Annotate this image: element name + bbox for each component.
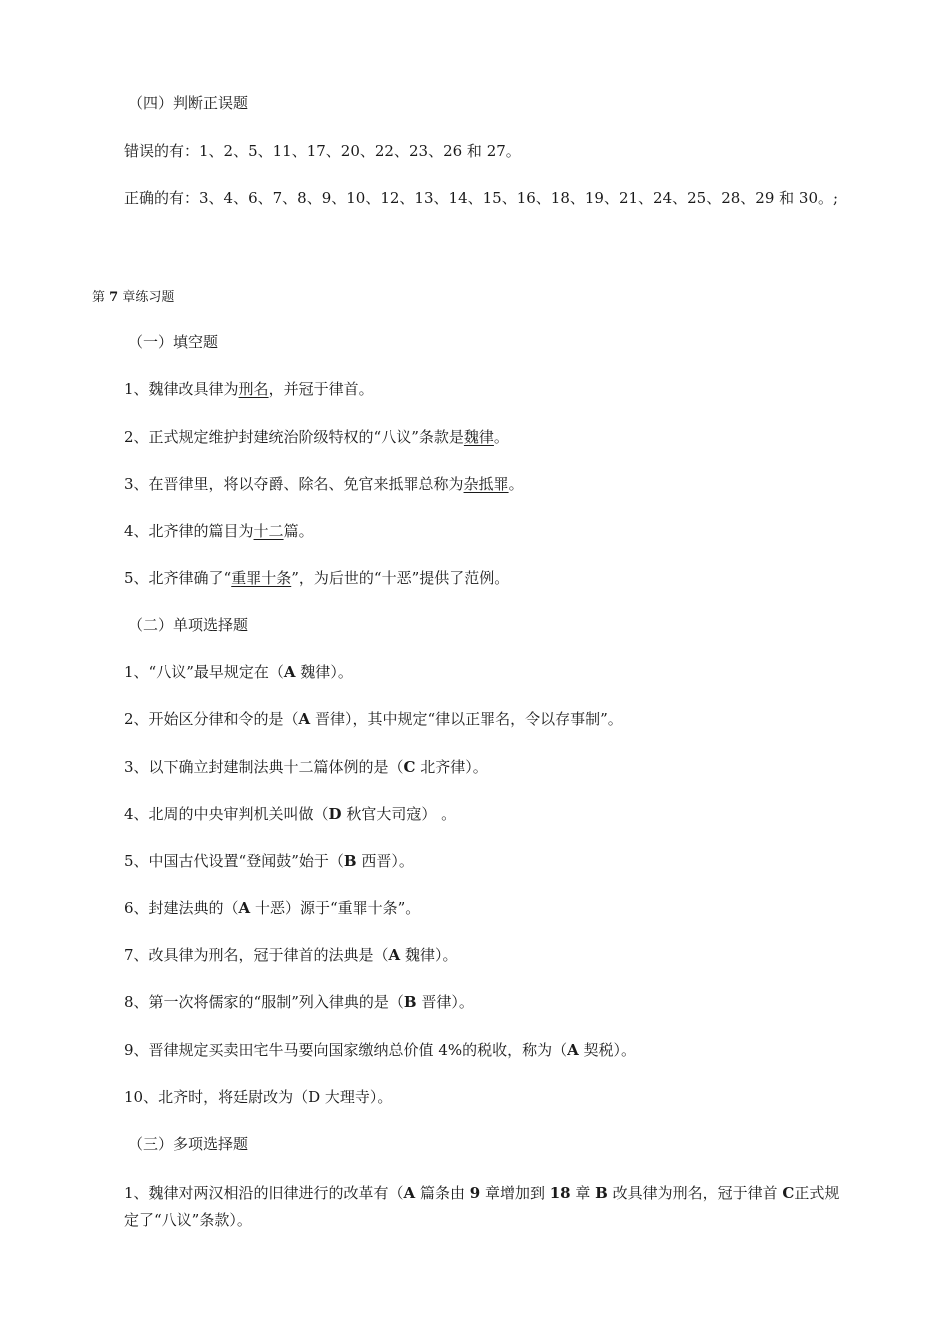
answer-letter: C: [782, 1184, 795, 1202]
fill-q2: 2、正式规定维护封建统治阶级特权的“八议”条款是魏律。: [124, 428, 509, 446]
answer-letter: A: [388, 946, 401, 964]
answer-letter: B: [595, 1184, 608, 1202]
single-q3: 3、以下确立封建制法典十二篇体例的是（C 北齐律）。: [124, 758, 488, 776]
single-q2: 2、开始区分律和令的是（A 晋律），其中规定“律以正罪名，令以存事制”。: [124, 710, 623, 728]
single-heading: （二）单项选择题: [128, 616, 249, 634]
multi-heading: （三）多项选择题: [128, 1135, 249, 1153]
single-q4: 4、北周的中央审判机关叫做（D 秋官大司寇） 。: [124, 805, 457, 823]
answer-letter: A: [567, 1041, 579, 1059]
fill-answer: 刑名: [238, 380, 269, 398]
single-q10: 10、北齐时，将廷尉改为（D 大理寺）。: [124, 1088, 393, 1106]
wrong-answers: 错误的有：1、2、5、11、17、20、22、23、26 和 27。: [124, 142, 521, 160]
fill-answer: 十二: [253, 522, 284, 540]
single-q8: 8、第一次将儒家的“服制”列入律典的是（B 晋律）。: [124, 993, 474, 1011]
single-q1: 1、“八议”最早规定在（A 魏律）。: [124, 663, 353, 681]
answer-letter: C: [403, 758, 416, 776]
fill-q1: 1、魏律改具律为刑名，并冠于律首。: [124, 380, 374, 398]
answer-letter: D: [328, 805, 342, 823]
fill-q4: 4、北齐律的篇目为十二篇。: [124, 522, 314, 540]
answer-letter: B: [343, 852, 357, 870]
chapter-title: 第 7 章练习题: [92, 290, 175, 305]
single-q5: 5、中国古代设置“登闻鼓”始于（B 西晋）。: [124, 852, 414, 870]
answer-letter: A: [238, 899, 251, 917]
judgement-heading: （四）判断正误题: [128, 94, 249, 112]
single-q6: 6、封建法典的（A 十恶）源于“重罪十条”。: [124, 899, 421, 917]
right-answers: 正确的有：3、4、6、7、8、9、10、12、13、14、15、16、18、19、21、24、25、28、29 和 30。;: [124, 189, 839, 207]
answer-letter: D: [308, 1088, 321, 1106]
answer-letter: A: [298, 710, 311, 728]
answer-letter: A: [283, 663, 296, 681]
fill-heading: （一）填空题: [128, 333, 219, 351]
fill-q3: 3、在晋律里，将以夺爵、除名、免官来抵罪总称为杂抵罪。: [124, 475, 524, 493]
fill-q5: 5、北齐律确了“重罪十条”，为后世的“十恶”提供了范例。: [124, 569, 510, 587]
single-q9: 9、晋律规定买卖田宅牛马要向国家缴纳总价值 4%的税收，称为（A 契税）。: [124, 1041, 637, 1059]
answer-letter: B: [403, 993, 417, 1011]
fill-answer: 重罪十条: [231, 569, 292, 587]
answer-letter: A: [403, 1184, 416, 1202]
fill-answer: 杂抵罪: [463, 475, 509, 493]
fill-answer: 魏律: [463, 428, 494, 446]
multi-q1: 1、魏律对两汉相沿的旧律进行的改革有（A 篇条由 9 章增加到 18 章 B 改具律为刑名，冠于律首 C正式规定了“八议”条款）。: [124, 1184, 840, 1229]
single-q7: 7、改具律为刑名，冠于律首的法典是（A 魏律）。: [124, 946, 458, 964]
